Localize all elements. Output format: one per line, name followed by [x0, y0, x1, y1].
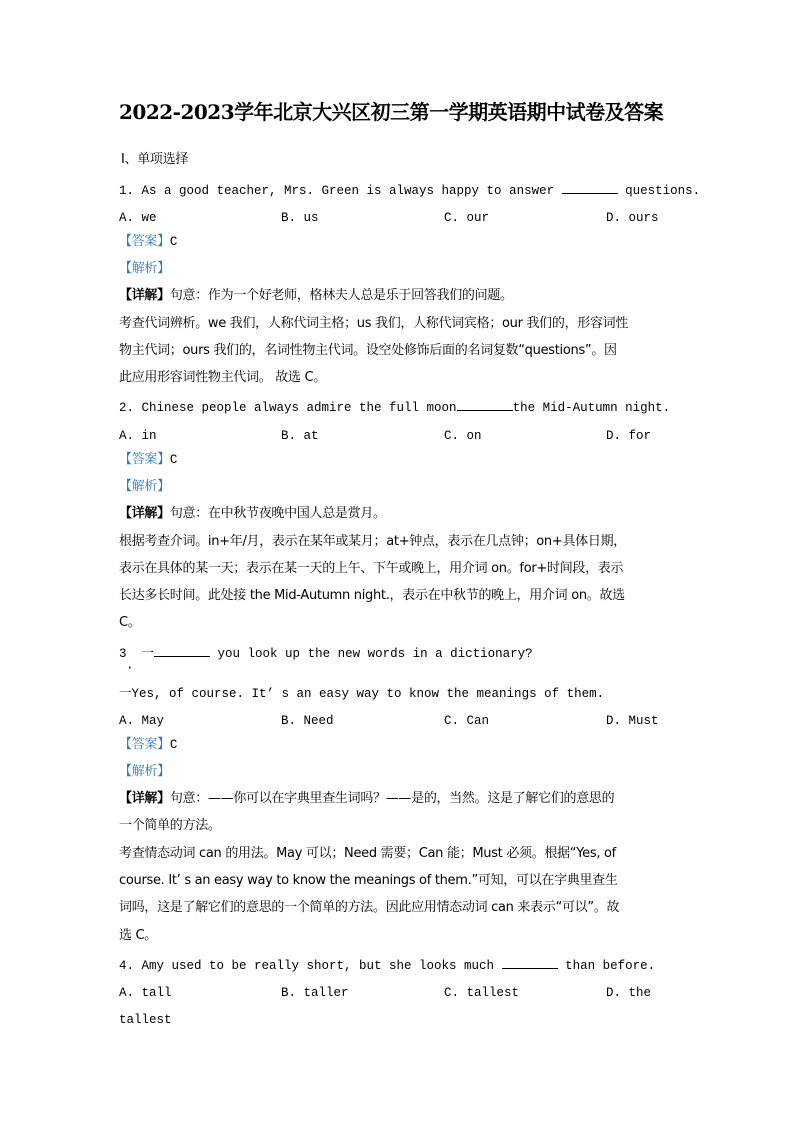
- option-c: C. our: [444, 211, 490, 225]
- explanation-line: 考查代词辨析。we 我们，人称代词主格；us 我们，人称代词宾格；our 我们的，形容词性: [119, 316, 629, 331]
- explanation-line: C。: [119, 615, 141, 630]
- answer-line: 【答案】C: [119, 737, 178, 752]
- explanation-line: 考查情态动词 can 的用法。May 可以；Need 需要；Can 能；Must 必须。根据“Yes, of: [119, 846, 616, 861]
- analysis-label: 【解析】: [119, 764, 170, 779]
- page-title: 2022-2023学年北京大兴区初三第一学期英语期中试卷及答案: [119, 100, 664, 124]
- explanation-line: 词吗，这是了解它们的意思的一个简单的方法。因此应用情态动词 can 来表示“可以”。故: [119, 900, 620, 915]
- answer-line: 【答案】C: [119, 234, 178, 249]
- option-b: B. at: [281, 429, 319, 443]
- answer-blank: [502, 958, 558, 969]
- question-2-stem: 2. Chinese people always admire the full moon the Mid-Autumn night.: [119, 401, 671, 415]
- option-a: A. May: [119, 714, 165, 728]
- explanation-line: 物主代词；ours 我们的，名词性物主代词。设空处修饰后面的名词复数“questions”。因: [119, 343, 617, 358]
- option-d: D. Must: [606, 714, 659, 728]
- option-d: D. for: [606, 429, 652, 443]
- answer-blank: [154, 646, 210, 657]
- option-d: D. the: [606, 986, 652, 1000]
- option-a: A. we: [119, 211, 157, 225]
- option-d: D. ours: [606, 211, 659, 225]
- detail-line: 【详解】句意：在中秋节夜晚中国人总是赏月。: [119, 506, 386, 521]
- detail-line: 【详解】句意：——你可以在字典里查生词吗？——是的，当然。这是了解它们的意思的: [119, 791, 615, 806]
- answer-line: 【答案】C: [119, 452, 178, 467]
- explanation-line: course. It’ s an easy way to know the meanings of them.”可知，可以在字典里查生: [119, 873, 618, 888]
- question-3-reply: 一Yes, of course. It’ s an easy way to know the meanings of them.: [119, 687, 605, 701]
- question-1-stem: 1. As a good teacher, Mrs. Green is always happy to answer questions.: [119, 184, 701, 198]
- option-b: B. Need: [281, 714, 334, 728]
- answer-blank: [562, 183, 618, 194]
- question-3-stem: 3 一 you look up the new words in a dictionary?: [119, 647, 533, 661]
- explanation-line: 根据考查介词。in+年/月，表示在某年或某月；at+钟点，表示在几点钟；on+具体日期，: [119, 534, 626, 549]
- option-a: A. tall: [119, 986, 172, 1000]
- explanation-line: 表示在具体的某一天；表示在某一天的上午、下午或晚上，用介词 on。for+时间段，表示: [119, 561, 624, 576]
- option-c: C. tallest: [444, 986, 520, 1000]
- answer-blank: [457, 400, 513, 411]
- option-d-continued: tallest: [119, 1013, 172, 1027]
- number-dot: ·: [126, 661, 134, 675]
- explanation-line: 选 C。: [119, 928, 158, 943]
- answer-label: 【答案】: [119, 234, 170, 249]
- explanation-line: 长达多长时间。此处接 the Mid-Autumn night.，表示在中秋节的晚上，用介词 on。故选: [119, 588, 625, 603]
- option-b: B. us: [281, 211, 319, 225]
- section-heading: Ⅰ、单项选择: [121, 152, 189, 167]
- question-4-stem: 4. Amy used to be really short, but she looks much than before.: [119, 959, 656, 973]
- detail-line: 【详解】句意：作为一个好老师，格林夫人总是乐于回答我们的问题。: [119, 288, 513, 303]
- analysis-label: 【解析】: [119, 479, 170, 494]
- option-c: C. on: [444, 429, 482, 443]
- option-b: B. taller: [281, 986, 349, 1000]
- option-c: C. Can: [444, 714, 490, 728]
- option-a: A. in: [119, 429, 157, 443]
- detail-line: 一个简单的方法。: [119, 818, 221, 833]
- explanation-line: 此应用形容词性物主代词。 故选 C。: [119, 370, 326, 385]
- analysis-label: 【解析】: [119, 261, 170, 276]
